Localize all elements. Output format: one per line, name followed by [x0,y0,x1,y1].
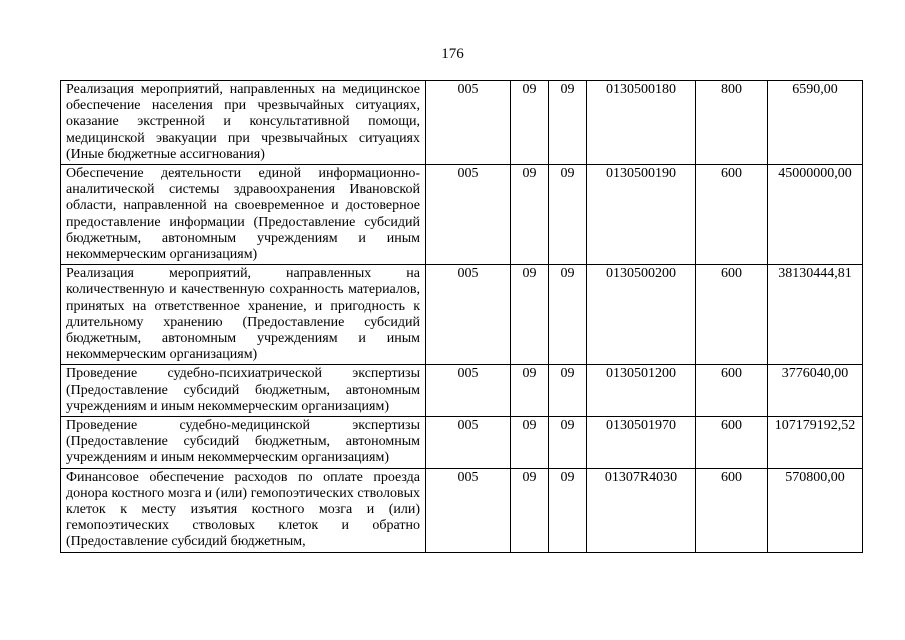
amount-cell: 107179192,52 [768,417,863,469]
expense-type-cell: 600 [696,365,768,417]
row-description: Проведение судебно-медицинской экспертизы (Предоставление субсидий бюджетным, автономным учреждениям и иным некоммерческим организациям) [61,417,426,469]
section-cell: 09 [511,417,549,469]
amount-cell: 38130444,81 [768,265,863,365]
expense-type-cell: 600 [696,417,768,469]
row-description: Обеспечение деятельности единой информационно-аналитической системы здравоохранения Ивановской области, направленной на своевременное и достоверное предоставление информации (Предоставление субсидий бюджетным, автономным учреждениям и иным некоммерческим организациям) [61,165,426,265]
target-article-cell: 0130500180 [587,81,696,165]
row-description: Финансовое обеспечение расходов по оплате проезда донора костного мозга и (или) гемопоэтических стволовых клеток к месту изъятия костного мозга и (или) гемопоэтических стволовых клеток и обратно (Предоставление субсидий бюджетным, [61,468,426,552]
row-description: Реализация мероприятий, направленных на количественную и качественную сохранность материалов, принятых на ответственное хранение, и пригодность к длительному хранению (Предоставление субсидий бюджетным, автономным учреждениям и иным некоммерческим организациям) [61,265,426,365]
amount-cell: 45000000,00 [768,165,863,265]
expense-type-cell: 800 [696,81,768,165]
row-description: Реализация мероприятий, направленных на медицинское обеспечение населения при чрезвычайных ситуациях, оказание экстренной и консультативной помощи, медицинской эвакуации при чрезвычайных ситуациях (Иные бюджетные ассигнования) [61,81,426,165]
ministry-code-cell: 005 [426,265,511,365]
ministry-code-cell: 005 [426,365,511,417]
amount-cell: 3776040,00 [768,365,863,417]
page-number: 176 [441,46,464,62]
ministry-code-cell: 005 [426,81,511,165]
section-cell: 09 [511,165,549,265]
table-row [61,365,863,417]
section-cell: 09 [511,365,549,417]
target-article-cell: 0130500200 [587,265,696,365]
amount-cell: 6590,00 [768,81,863,165]
ministry-code-cell: 005 [426,165,511,265]
subsection-cell: 09 [549,417,587,469]
ministry-code-cell: 005 [426,468,511,552]
table-row [61,417,863,469]
table-row [61,265,863,365]
table-row [61,81,863,165]
section-cell: 09 [511,81,549,165]
subsection-cell: 09 [549,365,587,417]
expense-type-cell: 600 [696,468,768,552]
target-article-cell: 0130501970 [587,417,696,469]
section-cell: 09 [511,265,549,365]
row-description: Проведение судебно-психиатрической экспертизы (Предоставление субсидий бюджетным, автономным учреждениям и иным некоммерческим организациям) [61,365,426,417]
amount-cell: 570800,00 [768,468,863,552]
budget-table [60,80,863,553]
section-cell: 09 [511,468,549,552]
ministry-code-cell: 005 [426,417,511,469]
expense-type-cell: 600 [696,265,768,365]
subsection-cell: 09 [549,165,587,265]
subsection-cell: 09 [549,81,587,165]
subsection-cell: 09 [549,265,587,365]
target-article-cell: 01307R4030 [587,468,696,552]
target-article-cell: 0130501200 [587,365,696,417]
target-article-cell: 0130500190 [587,165,696,265]
subsection-cell: 09 [549,468,587,552]
table-row [61,165,863,265]
expense-type-cell: 600 [696,165,768,265]
table-row [61,468,863,552]
